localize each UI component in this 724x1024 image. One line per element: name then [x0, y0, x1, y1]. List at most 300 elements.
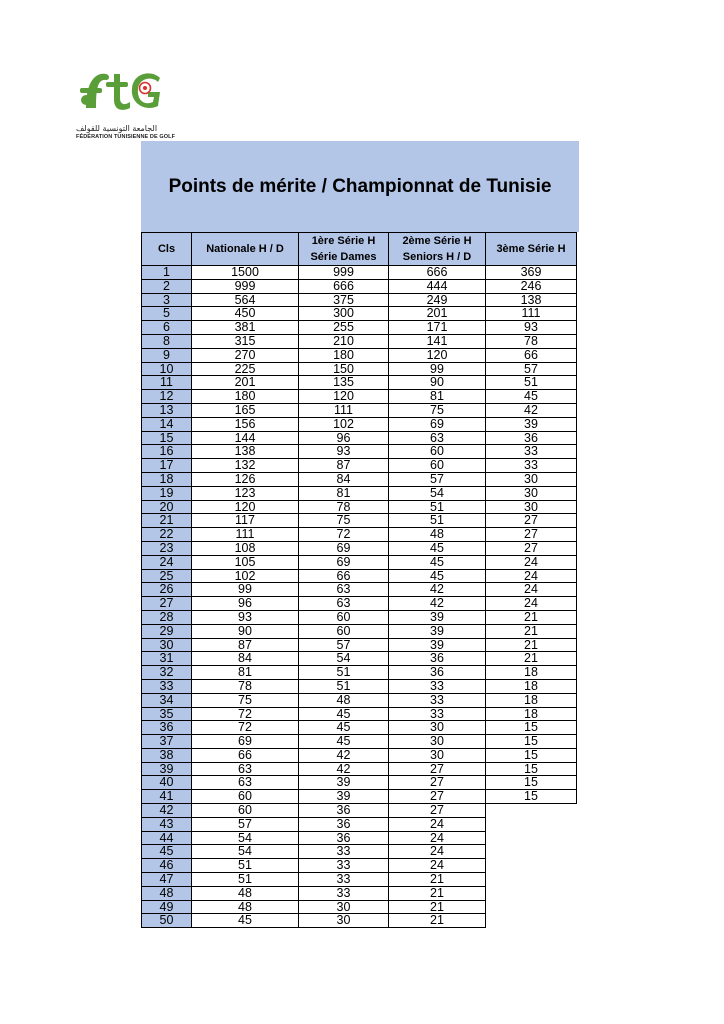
cell-serie3: 42	[486, 403, 577, 417]
cell-cls: 17	[142, 459, 192, 473]
cell-nationale: 165	[192, 403, 299, 417]
cell-serie1: 33	[299, 886, 389, 900]
cell-serie2: 63	[389, 431, 486, 445]
cell-serie1: 60	[299, 610, 389, 624]
cell-cls: 41	[142, 790, 192, 804]
cell-serie3: 246	[486, 279, 577, 293]
cell-serie2: 90	[389, 376, 486, 390]
cell-cls: 11	[142, 376, 192, 390]
cell-serie1: 72	[299, 528, 389, 542]
cell-nationale: 225	[192, 362, 299, 376]
table-row	[142, 762, 577, 776]
cell-cls: 16	[142, 445, 192, 459]
cell-nationale: 111	[192, 528, 299, 542]
table-row	[142, 417, 577, 431]
federation-name-french: FÉDÉRATION TUNISIENNE DE GOLF	[76, 134, 176, 140]
cell-serie1: 57	[299, 638, 389, 652]
cell-serie2: 24	[389, 845, 486, 859]
cell-nationale: 105	[192, 555, 299, 569]
cell-serie2: 27	[389, 804, 486, 818]
table-row	[142, 804, 577, 818]
cell-serie2: 33	[389, 707, 486, 721]
cell-serie2: 24	[389, 817, 486, 831]
cell-serie2: 39	[389, 638, 486, 652]
cell-serie1: 120	[299, 390, 389, 404]
cell-cls: 32	[142, 666, 192, 680]
cell-nationale: 60	[192, 804, 299, 818]
cell-serie3	[486, 914, 577, 928]
cell-serie1: 33	[299, 845, 389, 859]
cell-nationale: 63	[192, 762, 299, 776]
header-serie2-line1: 2ème Série H	[402, 235, 472, 247]
cell-serie1: 36	[299, 817, 389, 831]
cell-serie1: 45	[299, 721, 389, 735]
cell-cls: 46	[142, 859, 192, 873]
table-row	[142, 334, 577, 348]
cell-cls: 18	[142, 472, 192, 486]
table-row	[142, 748, 577, 762]
cell-cls: 25	[142, 569, 192, 583]
cell-serie1: 84	[299, 472, 389, 486]
cell-nationale: 450	[192, 307, 299, 321]
cell-nationale: 999	[192, 279, 299, 293]
cell-serie1: 102	[299, 417, 389, 431]
cell-cls: 37	[142, 735, 192, 749]
cell-serie1: 30	[299, 914, 389, 928]
cell-cls: 24	[142, 555, 192, 569]
cell-serie3	[486, 804, 577, 818]
cell-cls: 34	[142, 693, 192, 707]
table-row	[142, 845, 577, 859]
table-row	[142, 900, 577, 914]
table-row	[142, 790, 577, 804]
cell-serie1: 87	[299, 459, 389, 473]
cell-nationale: 102	[192, 569, 299, 583]
cell-cls: 9	[142, 348, 192, 362]
cell-nationale: 72	[192, 707, 299, 721]
cell-serie1: 30	[299, 900, 389, 914]
cell-serie2: 21	[389, 873, 486, 887]
cell-serie2: 81	[389, 390, 486, 404]
cell-serie2: 27	[389, 762, 486, 776]
cell-serie1: 39	[299, 776, 389, 790]
cell-serie3: 15	[486, 748, 577, 762]
cell-serie3: 21	[486, 638, 577, 652]
cell-cls: 27	[142, 597, 192, 611]
cell-nationale: 1500	[192, 266, 299, 280]
cell-cls: 38	[142, 748, 192, 762]
cell-serie2: 33	[389, 679, 486, 693]
cell-cls: 21	[142, 514, 192, 528]
cell-cls: 5	[142, 307, 192, 321]
cell-serie3: 18	[486, 679, 577, 693]
cell-serie2: 45	[389, 541, 486, 555]
cell-serie2: 27	[389, 790, 486, 804]
cell-cls: 44	[142, 831, 192, 845]
cell-serie2: 120	[389, 348, 486, 362]
cell-serie3: 24	[486, 569, 577, 583]
cell-cls: 6	[142, 321, 192, 335]
cell-nationale: 54	[192, 845, 299, 859]
cell-serie2: 24	[389, 831, 486, 845]
cell-cls: 39	[142, 762, 192, 776]
cell-serie3: 51	[486, 376, 577, 390]
table-row	[142, 638, 577, 652]
cell-serie2: 141	[389, 334, 486, 348]
cell-cls: 43	[142, 817, 192, 831]
table-row	[142, 403, 577, 417]
cell-serie2: 30	[389, 735, 486, 749]
header-serie1-line1: 1ère Série H	[311, 235, 376, 247]
cell-serie1: 69	[299, 541, 389, 555]
table-row	[142, 610, 577, 624]
cell-serie2: 42	[389, 597, 486, 611]
cell-nationale: 63	[192, 776, 299, 790]
cell-nationale: 201	[192, 376, 299, 390]
cell-serie1: 81	[299, 486, 389, 500]
cell-serie3: 30	[486, 486, 577, 500]
cell-serie3: 21	[486, 624, 577, 638]
cell-nationale: 315	[192, 334, 299, 348]
cell-cls: 31	[142, 652, 192, 666]
cell-serie2: 45	[389, 569, 486, 583]
cell-serie3: 45	[486, 390, 577, 404]
cell-cls: 12	[142, 390, 192, 404]
cell-serie3	[486, 886, 577, 900]
cell-serie2: 45	[389, 555, 486, 569]
table-row	[142, 652, 577, 666]
cell-serie2: 54	[389, 486, 486, 500]
cell-serie3: 27	[486, 514, 577, 528]
cell-cls: 10	[142, 362, 192, 376]
table-row	[142, 555, 577, 569]
cell-serie3	[486, 845, 577, 859]
cell-nationale: 69	[192, 735, 299, 749]
cell-serie3: 93	[486, 321, 577, 335]
points-table-wrapper	[141, 232, 577, 928]
cell-nationale: 60	[192, 790, 299, 804]
cell-serie2: 51	[389, 500, 486, 514]
cell-cls: 8	[142, 334, 192, 348]
cell-serie1: 150	[299, 362, 389, 376]
header-serie3: 3ème Série H	[486, 233, 577, 266]
table-row	[142, 321, 577, 335]
cell-cls: 15	[142, 431, 192, 445]
cell-cls: 45	[142, 845, 192, 859]
table-row	[142, 431, 577, 445]
cell-nationale: 87	[192, 638, 299, 652]
header-serie2-line2: Seniors H / D	[402, 251, 472, 263]
table-row	[142, 376, 577, 390]
table-row	[142, 873, 577, 887]
cell-serie3: 15	[486, 762, 577, 776]
cell-serie1: 666	[299, 279, 389, 293]
cell-serie3: 24	[486, 583, 577, 597]
cell-serie1: 33	[299, 873, 389, 887]
table-row	[142, 293, 577, 307]
cell-serie2: 60	[389, 459, 486, 473]
cell-cls: 50	[142, 914, 192, 928]
cell-cls: 35	[142, 707, 192, 721]
cell-cls: 14	[142, 417, 192, 431]
cell-serie3	[486, 859, 577, 873]
cell-serie3: 111	[486, 307, 577, 321]
header-serie2	[389, 233, 486, 266]
cell-serie2: 39	[389, 624, 486, 638]
cell-serie1: 39	[299, 790, 389, 804]
cell-serie1: 45	[299, 735, 389, 749]
cell-cls: 30	[142, 638, 192, 652]
cell-serie2: 201	[389, 307, 486, 321]
cell-serie2: 39	[389, 610, 486, 624]
cell-serie2: 444	[389, 279, 486, 293]
table-row	[142, 307, 577, 321]
cell-serie1: 36	[299, 831, 389, 845]
cell-nationale: 144	[192, 431, 299, 445]
cell-nationale: 78	[192, 679, 299, 693]
cell-serie1: 63	[299, 597, 389, 611]
cell-nationale: 138	[192, 445, 299, 459]
cell-serie1: 45	[299, 707, 389, 721]
cell-serie3: 39	[486, 417, 577, 431]
cell-nationale: 132	[192, 459, 299, 473]
cell-cls: 13	[142, 403, 192, 417]
cell-serie3: 33	[486, 445, 577, 459]
table-row	[142, 666, 577, 680]
cell-nationale: 90	[192, 624, 299, 638]
cell-serie1: 60	[299, 624, 389, 638]
table-row	[142, 528, 577, 542]
cell-cls: 48	[142, 886, 192, 900]
cell-serie2: 36	[389, 652, 486, 666]
cell-cls: 2	[142, 279, 192, 293]
cell-serie1: 48	[299, 693, 389, 707]
cell-cls: 36	[142, 721, 192, 735]
cell-serie1: 75	[299, 514, 389, 528]
cell-serie1: 33	[299, 859, 389, 873]
cell-serie3	[486, 873, 577, 887]
cell-nationale: 81	[192, 666, 299, 680]
cell-serie1: 180	[299, 348, 389, 362]
cell-serie2: 249	[389, 293, 486, 307]
cell-serie3: 66	[486, 348, 577, 362]
cell-nationale: 51	[192, 859, 299, 873]
cell-serie1: 42	[299, 762, 389, 776]
cell-cls: 19	[142, 486, 192, 500]
cell-serie1: 51	[299, 666, 389, 680]
cell-serie1: 51	[299, 679, 389, 693]
cell-nationale: 48	[192, 886, 299, 900]
cell-serie1: 42	[299, 748, 389, 762]
cell-serie1: 255	[299, 321, 389, 335]
cell-serie2: 21	[389, 900, 486, 914]
header-nationale: Nationale H / D	[192, 233, 299, 266]
cell-nationale: 108	[192, 541, 299, 555]
table-row	[142, 831, 577, 845]
cell-serie3: 27	[486, 528, 577, 542]
cell-serie3: 21	[486, 610, 577, 624]
table-row	[142, 679, 577, 693]
cell-nationale: 156	[192, 417, 299, 431]
cell-serie1: 375	[299, 293, 389, 307]
table-row	[142, 362, 577, 376]
cell-nationale: 51	[192, 873, 299, 887]
cell-cls: 40	[142, 776, 192, 790]
cell-serie1: 54	[299, 652, 389, 666]
cell-serie2: 24	[389, 859, 486, 873]
cell-serie2: 75	[389, 403, 486, 417]
table-row	[142, 624, 577, 638]
cell-serie3: 15	[486, 776, 577, 790]
table-row	[142, 500, 577, 514]
cell-cls: 20	[142, 500, 192, 514]
cell-serie1: 36	[299, 804, 389, 818]
cell-cls: 47	[142, 873, 192, 887]
table-row	[142, 914, 577, 928]
cell-serie2: 33	[389, 693, 486, 707]
table-header-row	[142, 233, 577, 266]
cell-serie1: 111	[299, 403, 389, 417]
cell-nationale: 270	[192, 348, 299, 362]
cell-serie3: 24	[486, 555, 577, 569]
cell-nationale: 45	[192, 914, 299, 928]
cell-serie1: 78	[299, 500, 389, 514]
cell-nationale: 75	[192, 693, 299, 707]
cell-serie2: 21	[389, 914, 486, 928]
cell-serie2: 666	[389, 266, 486, 280]
table-row	[142, 514, 577, 528]
cell-serie3: 30	[486, 472, 577, 486]
points-table	[141, 232, 577, 928]
cell-serie3	[486, 817, 577, 831]
cell-cls: 1	[142, 266, 192, 280]
cell-serie3: 21	[486, 652, 577, 666]
table-row	[142, 817, 577, 831]
cell-serie3: 15	[486, 790, 577, 804]
table-row	[142, 472, 577, 486]
table-row	[142, 390, 577, 404]
header-serie1-line2: Série Dames	[310, 251, 377, 263]
cell-serie1: 93	[299, 445, 389, 459]
cell-serie2: 27	[389, 776, 486, 790]
cell-serie2: 99	[389, 362, 486, 376]
cell-serie1: 300	[299, 307, 389, 321]
table-body	[142, 266, 577, 928]
cell-serie1: 63	[299, 583, 389, 597]
cell-serie3: 78	[486, 334, 577, 348]
table-row	[142, 569, 577, 583]
cell-cls: 26	[142, 583, 192, 597]
cell-cls: 23	[142, 541, 192, 555]
cell-nationale: 54	[192, 831, 299, 845]
table-row	[142, 721, 577, 735]
table-row	[142, 266, 577, 280]
cell-nationale: 381	[192, 321, 299, 335]
cell-serie3: 24	[486, 597, 577, 611]
cell-serie3	[486, 831, 577, 845]
cell-cls: 29	[142, 624, 192, 638]
table-row	[142, 459, 577, 473]
cell-serie3: 18	[486, 693, 577, 707]
cell-nationale: 66	[192, 748, 299, 762]
table-row	[142, 693, 577, 707]
table-row	[142, 445, 577, 459]
cell-serie1: 999	[299, 266, 389, 280]
table-row	[142, 776, 577, 790]
cell-serie3: 57	[486, 362, 577, 376]
cell-nationale: 72	[192, 721, 299, 735]
cell-serie3: 369	[486, 266, 577, 280]
cell-serie1: 135	[299, 376, 389, 390]
table-row	[142, 486, 577, 500]
cell-serie2: 60	[389, 445, 486, 459]
cell-serie1: 210	[299, 334, 389, 348]
table-row	[142, 597, 577, 611]
cell-serie3: 15	[486, 735, 577, 749]
cell-serie1: 66	[299, 569, 389, 583]
cell-serie1: 96	[299, 431, 389, 445]
cell-serie2: 69	[389, 417, 486, 431]
cell-nationale: 126	[192, 472, 299, 486]
cell-cls: 33	[142, 679, 192, 693]
cell-cls: 42	[142, 804, 192, 818]
table-row	[142, 541, 577, 555]
page-title: Points de mérite / Championnat de Tunisie	[168, 176, 552, 197]
cell-cls: 49	[142, 900, 192, 914]
cell-serie3: 33	[486, 459, 577, 473]
cell-nationale: 96	[192, 597, 299, 611]
cell-nationale: 180	[192, 390, 299, 404]
cell-nationale: 117	[192, 514, 299, 528]
cell-serie3: 30	[486, 500, 577, 514]
cell-serie2: 21	[389, 886, 486, 900]
cell-nationale: 48	[192, 900, 299, 914]
cell-cls: 28	[142, 610, 192, 624]
cell-nationale: 120	[192, 500, 299, 514]
table-row	[142, 886, 577, 900]
cell-serie2: 171	[389, 321, 486, 335]
cell-serie2: 30	[389, 748, 486, 762]
cell-serie3: 18	[486, 707, 577, 721]
header-serie1	[299, 233, 389, 266]
cell-serie2: 42	[389, 583, 486, 597]
cell-nationale: 123	[192, 486, 299, 500]
table-row	[142, 859, 577, 873]
header-cls: Cls	[142, 233, 192, 266]
cell-serie2: 36	[389, 666, 486, 680]
table-row	[142, 735, 577, 749]
federation-name-arabic: الجامعة التونسية للقولف	[76, 124, 158, 133]
cell-serie3: 138	[486, 293, 577, 307]
cell-nationale: 93	[192, 610, 299, 624]
cell-nationale: 57	[192, 817, 299, 831]
cell-serie2: 48	[389, 528, 486, 542]
cell-serie3: 27	[486, 541, 577, 555]
cell-cls: 22	[142, 528, 192, 542]
table-row	[142, 583, 577, 597]
cell-nationale: 99	[192, 583, 299, 597]
cell-nationale: 564	[192, 293, 299, 307]
cell-serie3: 36	[486, 431, 577, 445]
cell-serie3: 15	[486, 721, 577, 735]
cell-serie3	[486, 900, 577, 914]
cell-nationale: 84	[192, 652, 299, 666]
table-row	[142, 348, 577, 362]
cell-serie2: 57	[389, 472, 486, 486]
cell-cls: 3	[142, 293, 192, 307]
table-row	[142, 707, 577, 721]
cell-serie2: 51	[389, 514, 486, 528]
